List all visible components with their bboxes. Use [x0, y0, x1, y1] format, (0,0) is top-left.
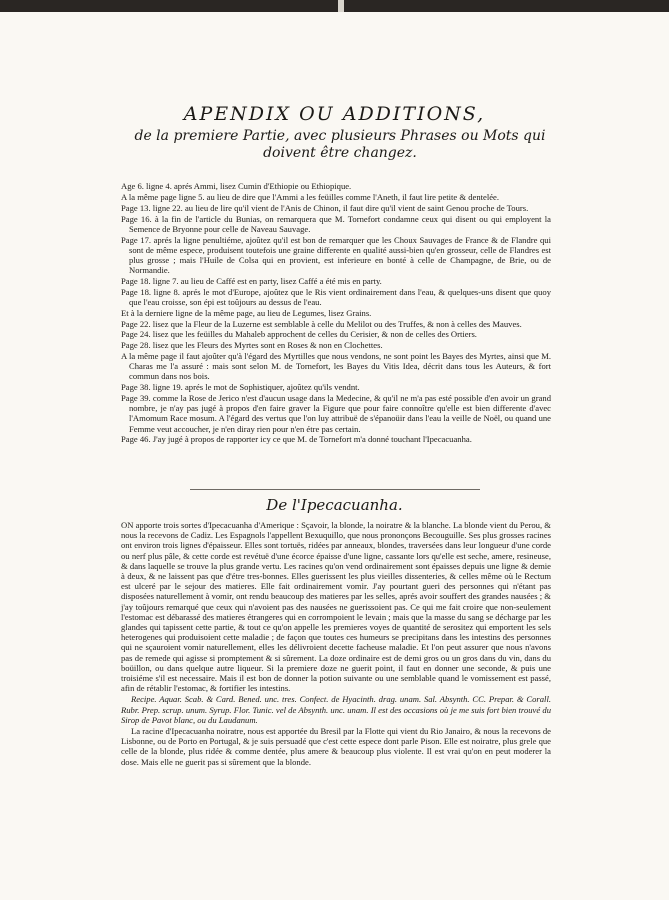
errata-entry: Page 18. ligne 7. au lieu de Caffé est en party, lisez Caffé a été mis en party.: [121, 275, 382, 286]
errata-entry: Page 28. lisez que les Fleurs des Myrtes sont en Roses & non en Clochettes.: [121, 340, 383, 351]
section-divider: [190, 489, 480, 490]
errata-entry: A la même page ligne 5. au lieu de dire que l'Ammi a les feüilles comme l'Aneth, il faut lire petite & dentelée.: [121, 191, 499, 202]
errata-entry: Page 18. ligne 8. aprés le mot d'Europe, ajoûtez que le Ris vient ordinairement dans l'eau, & quelques-uns disent que quoy que l'eau croisse, son épi est toûjours au dessus de l'eau.: [121, 286, 551, 307]
section-paragraph: Recipe. Aquar. Scab. & Card. Bened. unc. tres. Confect. de Hyacinth. drag. unam. Sal. Absynth. CC. Prepar. & Corall. Rubr. Prep. scrup. unum. Syrup. Flor. Tunic. vel de Absynth. unc. unam. Il est des occasions où je me suis fort bien trouvé du Sirop de Pavot blanc, ou du Laudanum.: [121, 694, 551, 725]
page-title: APENDIX OU ADDITIONS,: [183, 103, 486, 125]
scan-border-gap: [338, 0, 344, 12]
errata-entry: Page 17. aprés la ligne penultiéme, ajoûtez qu'il est bon de remarquer que les Choux Sauvages de France & de Flandre qui sont de même espece, produisent toutefois une graine differente en qualité aussi-bien qu'en grosseur, celle de Flandres est plus grosse ; mais l'Huile de Colsa qui en provient, est inferieure en bonté à celle de Champagne, de Brie, ou de Normandie.: [121, 234, 551, 275]
page-subtitle: de la premiere Partie, avec plusieurs Phrases ou Mots qui doivent être changez.: [134, 128, 546, 161]
errata-entry: Page 39. comme la Rose de Jerico n'est d'aucun usage dans la Medecine, & qu'il ne m'a pas esté possible d'en avoir un grand nombre, je n'ay pas jugé à propos d'en faire graver la Figure que pour faire connoître qu'elle est bien differente d'avec l'Amomum Race mosum. A l'égard des vertus que l'on luy attribuë de s'épanoüir dans l'eau la veille de Noël, ou quand une Femme veut accoucher, je n'en diray rien pour n'en étre pas certain.: [121, 393, 551, 434]
errata-entry: Page 22. lisez que la Fleur de la Luzerne est semblable à celle du Melilot ou des Truffes, & non à celles des Mauves.: [121, 318, 522, 329]
errata-entry: Page 24. lisez que les feüilles du Mahaleb approchent de celles du Cerisier, & non de celles des Ortiers.: [121, 329, 477, 340]
errata-entry: Page 38. ligne 19. aprés le mot de Sophistiquer, ajoûtez qu'ils vendnt.: [121, 382, 360, 393]
errata-entry: Page 16. à la fin de l'article du Bunias, on remarquera que M. Tornefort condamne ceux qui disent ou qui employent la Semence de Bryonne pour celle de Naveau Sauvage.: [121, 213, 551, 234]
errata-entry: Page 13. ligne 22. au lieu de lire qu'il vient de l'Anis de Chinon, il faut dire qu'il vient de saint Genou proche de Tours.: [121, 202, 529, 213]
section-paragraph: ON apporte trois sortes d'Ipecacuanha d'Amerique : Sçavoir, la blonde, la noiratre & la blanche. La blonde vient du Perou, & nous la recevons de Cadiz. Les Espagnols l'appellent Bexuquillo, que nous prononçons Becouguille. Ses plus grosses racines ont environ trois lignes d'épaisseur. Elles sont tortuës, ridées par anneaux, blondes, traversées dans leur longueur d'une corde ou nerf plus pâle, & cette corde est revétuë d'une écorce épaisse d'une ligne, cassante lors qu'elle est seche, amere, resineuse, & dans laquelle se trouve la plus grande vertu. Les racines qu'on vend ordinairement sont épaisses depuis une ligne & demie à deux, & ne laissent pas que d'étre tres-bonnes. Elles guerissent les plus vieilles dissenteries, & celles même où le Rectum est ulceré par le sejour des matieres. Elle fait ordinairement vomir. J'ay pourtant gueri des personnes qui n'étant pas disposées naturellement à vomir, ont rendu beaucoup des matieres par les selles, aprés avoir souffert des grandes nausées ; & j'ay toûjours remarqué que ceux qui n'avoient pas des nausées ne guerissoient pas. Ce qui me fait croire que non-seulement l'estomac est débarassé des matieres étrangeres qui en corrompoient le levain ; mais que la masse du sang se décharge par les glandes qui tapissent cette partie, & tout ce qu'on appelle les premieres voyes de quantité de serositez qui emportent les sels heterogenes qui produisoient cette maladie ; de façon que toutes ces humeurs se precipitans dans les intestins des personnes qui ne sçauroient vomir naturellement, elles les délivroient decette facheuse maladie. Et l'on peut assurer que nous n'avons pas de remede qui agisse si promptement & si sûrement. La doze ordinaire est de demi gros ou un gros dans du vin, dans du boüillon, ou dans quelque autre liqueur. Si la premiere doze ne guerit point, il faut en donner une seconde, & puis une troisiéme s'il est necessaire. Mais il est bon de donner la potion suivante ou une semblable quand le vomissement est passé, afin de rétablir l'estomac, & fortifier les intestins.: [121, 520, 551, 694]
errata-entry: Page 46. J'ay jugé à propos de rapporter icy ce que M. de Tornefort m'a donné touchant l'Ipecacuanha.: [121, 434, 472, 445]
errata-entry: Et à la derniere ligne de la même page, au lieu de Legumes, lisez Grains.: [121, 307, 372, 318]
section-paragraph: La racine d'Ipecacuanha noiratre, nous est apportée du Bresil par la Flotte qui vient du Rio Janairo, & nous la recevons de Lisbonne, ou de Porto en Portugal, & je suis persuadé que c'est cette espece dont parle Pison. Elle est noiratre, plus grele que celle de la blonde, plus ridée & comme dentée, plus amere & beaucoup plus violente. Il est vrai qu'on en peut moderer la dose. Mais elle ne guerit pas si sûrement que la blonde.: [121, 726, 551, 767]
errata-list: [121, 181, 551, 445]
section-body: [121, 520, 551, 768]
errata-entry: A la même page il faut ajoûter qu'à l'égard des Myrtilles que nous vendons, ne sont point les Bayes des Myrtes, ainsi que M. Charas me l'a assuré : mais sont selon M. de Tornefort, les Bayes du Vitis Idea, décrit dans tous les Auteurs, & fort commun dans nos bois.: [121, 351, 551, 382]
errata-entry: Age 6. ligne 4. aprés Ammi, lisez Cumin d'Ethiopie ou Ethiopique.: [121, 181, 352, 191]
section-heading: De l'Ipecacuanha.: [266, 496, 403, 514]
scan-top-border: [0, 0, 669, 12]
